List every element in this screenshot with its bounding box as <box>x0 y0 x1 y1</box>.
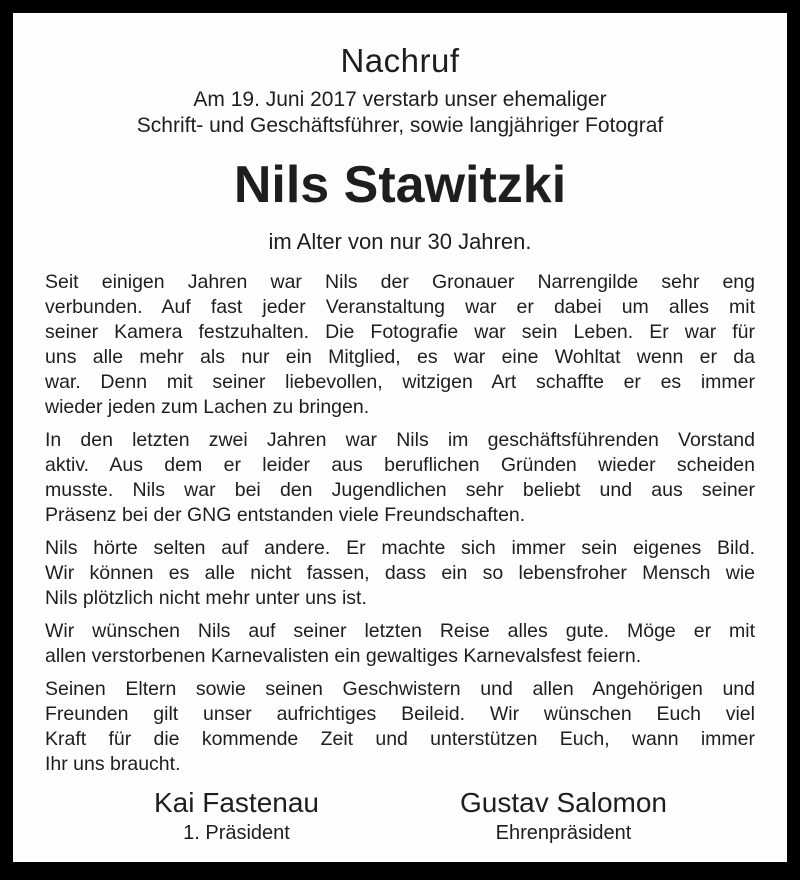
deceased-name: Nils Stawitzki <box>233 156 567 214</box>
paragraph-line: uns alle mehr als nur ein Mitglied, es war eine Wohltat wenn er da <box>45 346 755 368</box>
paragraph-line: Seit einigen Jahren war Nils der Gronauer Narrengilde sehr eng <box>45 271 755 293</box>
paragraph-line: Nils plötzlich nicht mehr unter uns ist. <box>45 587 367 609</box>
paragraph-line: In den letzten zwei Jahren war Nils im geschäftsführenden Vorstand <box>45 429 755 451</box>
signature-name: Kai Fastenau <box>154 787 319 818</box>
notice-title: Nachruf <box>340 42 460 79</box>
signature-block-president <box>73 785 400 846</box>
paragraph-2 <box>45 428 755 528</box>
paragraph-line: war. Denn mit seiner liebevollen, witzigen Art schaffte er es immer <box>45 371 755 393</box>
paragraph-line: Nils hörte selten auf andere. Er machte sich immer sein eigenes Bild. <box>45 537 755 559</box>
paragraph-line: Kraft für die kommende Zeit und unterstützen Euch, wann immer <box>45 728 755 750</box>
paragraph-3 <box>45 536 755 611</box>
signature-role: 1. Präsident <box>183 822 290 844</box>
paragraph-line: Wir können es alle nicht fassen, dass ein so lebensfroher Mensch wie <box>45 562 755 584</box>
paragraph-line: musste. Nils war bei den Jugendlichen sehr beliebt und aus seiner <box>45 479 755 501</box>
paragraph-line: Ihr uns braucht. <box>45 753 181 775</box>
paragraph-line: seiner Kamera festzuhalten. Die Fotografie war sein Leben. Er war für <box>45 321 755 343</box>
signature-name: Gustav Salomon <box>460 787 667 818</box>
obituary-body <box>13 270 787 777</box>
paragraph-4 <box>45 619 755 669</box>
signature-block-honorary-president <box>400 785 727 846</box>
paragraph-line: allen verstorbenen Karnevalisten ein gewaltiges Karnevalsfest feiern. <box>45 645 642 667</box>
paragraph-5 <box>45 677 755 777</box>
paragraph-1 <box>45 270 755 420</box>
paragraph-line: Präsenz bei der GNG entstanden viele Freundschaften. <box>45 504 526 526</box>
paragraph-line: verbunden. Auf fast jeder Veranstaltung war er dabei um alles mit <box>45 296 755 318</box>
paragraph-line: wieder jeden zum Lachen zu bringen. <box>45 396 370 418</box>
paragraph-line: aktiv. Aus dem er leider aus beruflichen Gründen wieder scheiden <box>45 454 755 476</box>
signatures-row <box>13 785 787 846</box>
paragraph-line: Freunden gilt unser aufrichtiges Beileid. Wir wünschen Euch viel <box>45 703 755 725</box>
paragraph-line: Wir wünschen Nils auf seiner letzten Reise alles gute. Möge er mit <box>45 620 755 642</box>
intro-line: Am 19. Juni 2017 verstarb unser ehemaliger <box>193 88 607 111</box>
obituary-page <box>13 13 787 862</box>
signature-role: Ehrenpräsident <box>495 822 632 844</box>
intro-text <box>13 87 787 139</box>
age-line: im Alter von nur 30 Jahren. <box>268 229 532 254</box>
intro-line: Schrift- und Geschäftsführer, sowie langjähriger Fotograf <box>136 114 664 137</box>
paragraph-line: Seinen Eltern sowie seinen Geschwistern und allen Angehörigen und <box>45 678 755 700</box>
